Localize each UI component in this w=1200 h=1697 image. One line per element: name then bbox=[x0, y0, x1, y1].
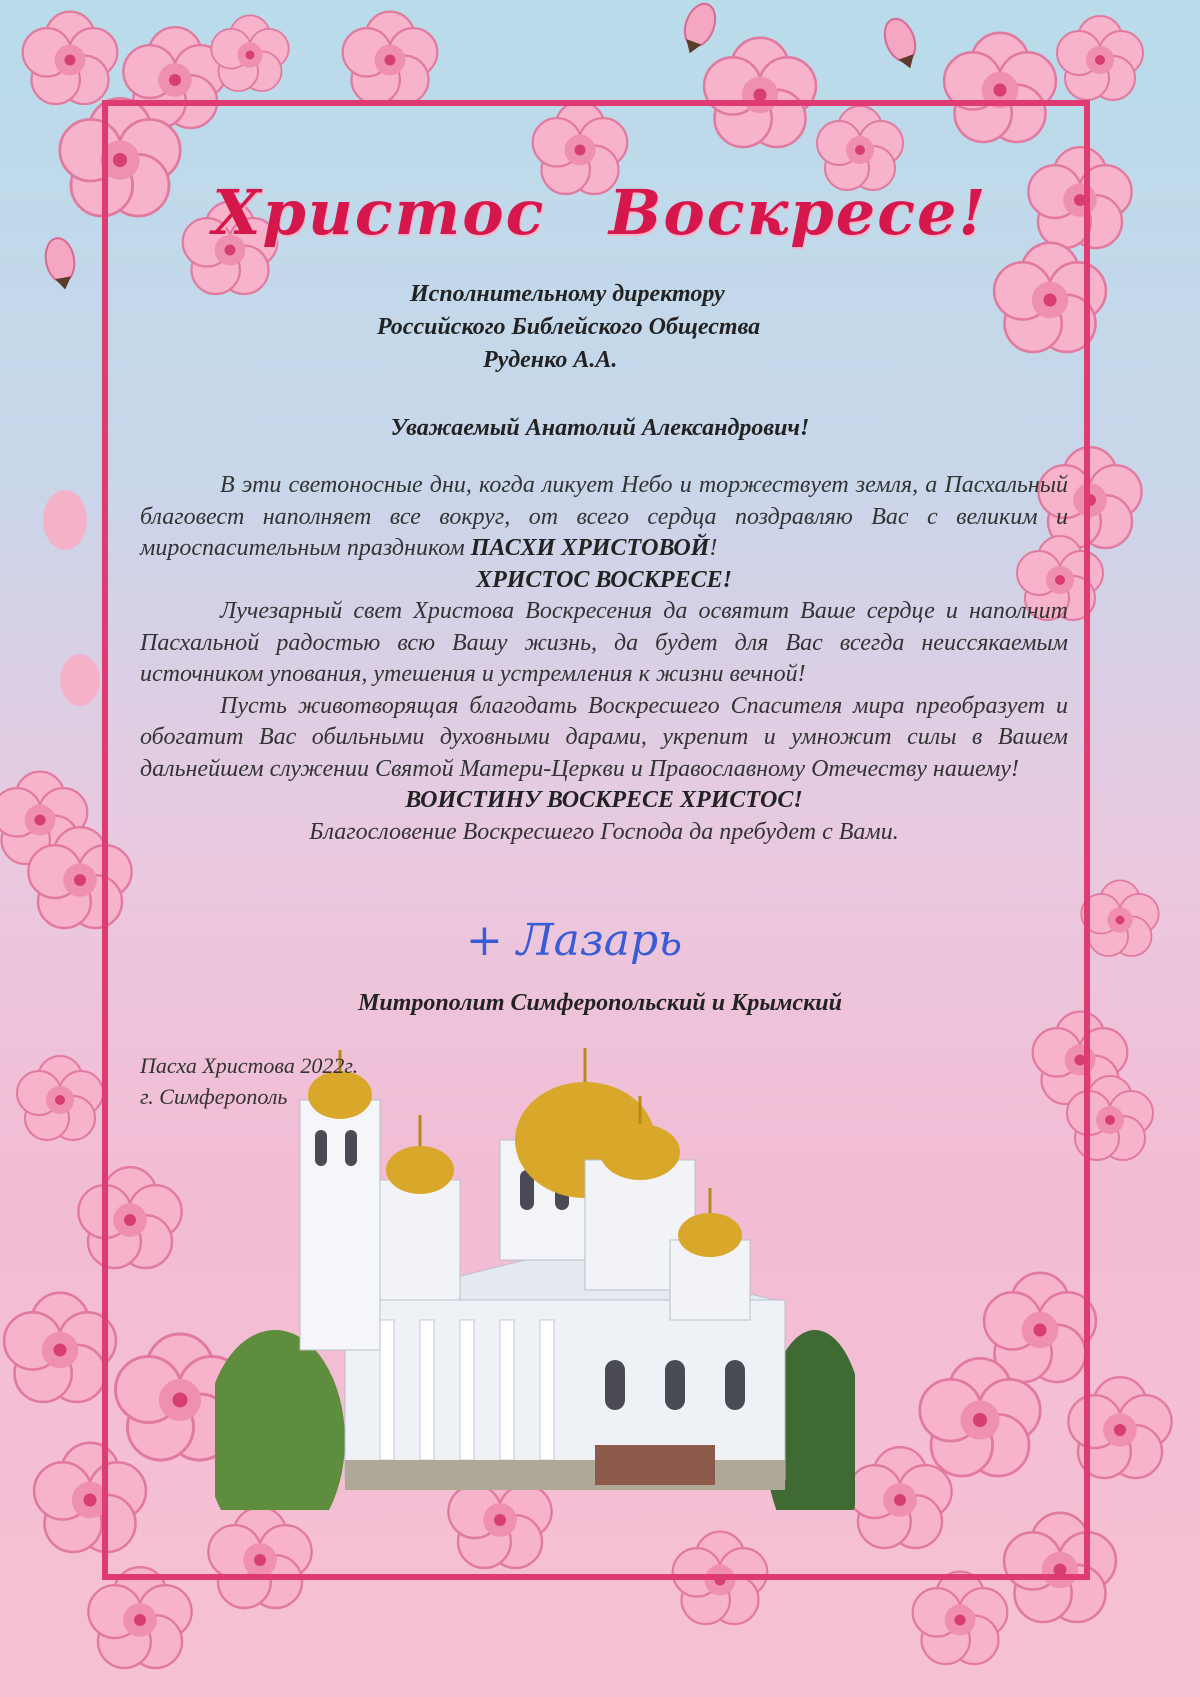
addressee-name: Руденко А.А. bbox=[483, 347, 618, 373]
blessing-line: Благословение Воскресшего Господа да пребудет с Вами. bbox=[309, 818, 899, 845]
letter-body bbox=[140, 470, 1068, 848]
paragraph-3: Пусть животворящая благодать Воскресшего Спасителя мира преобразует и обогатит Вас обильными духовными дарами, укрепит и умножит силы в Вашем дальнейшем служении Святой Матери-Церкви и Православному Отечеству нашему! bbox=[140, 692, 1068, 782]
paragraph-1 bbox=[140, 470, 1068, 565]
exclamation-truly-risen: ВОИСТИНУ ВОСКРЕСЕ ХРИСТОС! bbox=[405, 787, 803, 813]
addressee-position: Исполнительному директору bbox=[410, 281, 725, 307]
paragraph-1-emphasis: ПАСХИ ХРИСТОВОЙ bbox=[470, 535, 710, 561]
place-line: г. Симферополь bbox=[140, 1084, 288, 1109]
exclamation-christ-is-risen: ХРИСТОС ВОСКРЕСЕ! bbox=[476, 566, 732, 593]
date-place-block bbox=[140, 1050, 358, 1112]
signer-title: Митрополит Симферопольский и Крымский bbox=[358, 990, 842, 1016]
salutation: Уважаемый Анатолий Александрович! bbox=[390, 415, 810, 441]
handwritten-signature bbox=[466, 900, 726, 980]
paragraph-1-end: ! bbox=[709, 535, 718, 561]
paragraph-2: Лучезарный свет Христова Воскресения да освятит Ваше сердце и наполнит Пасхальной радостью всю Вашу жизнь, да будет для Вас всегда неиссякаемым источником упования, утешения и устремления к жизни вечной! bbox=[140, 598, 1068, 687]
signature-text: + Лазарь bbox=[466, 915, 683, 966]
paragraph-1-text: В эти светоносные дни, когда ликует Небо и торжествует земля, а Пасхальный благовест наполняет все вокруг, от всего сердца поздравляю Вас с великим и мироспасительным праздником bbox=[140, 472, 1068, 561]
addressee-organization: Российского Библейского Общества bbox=[377, 314, 761, 340]
date-line: Пасха Христова 2022г. bbox=[140, 1053, 359, 1078]
greeting-title: Христос Воскресе! bbox=[212, 176, 988, 249]
addressee-block bbox=[300, 278, 860, 377]
